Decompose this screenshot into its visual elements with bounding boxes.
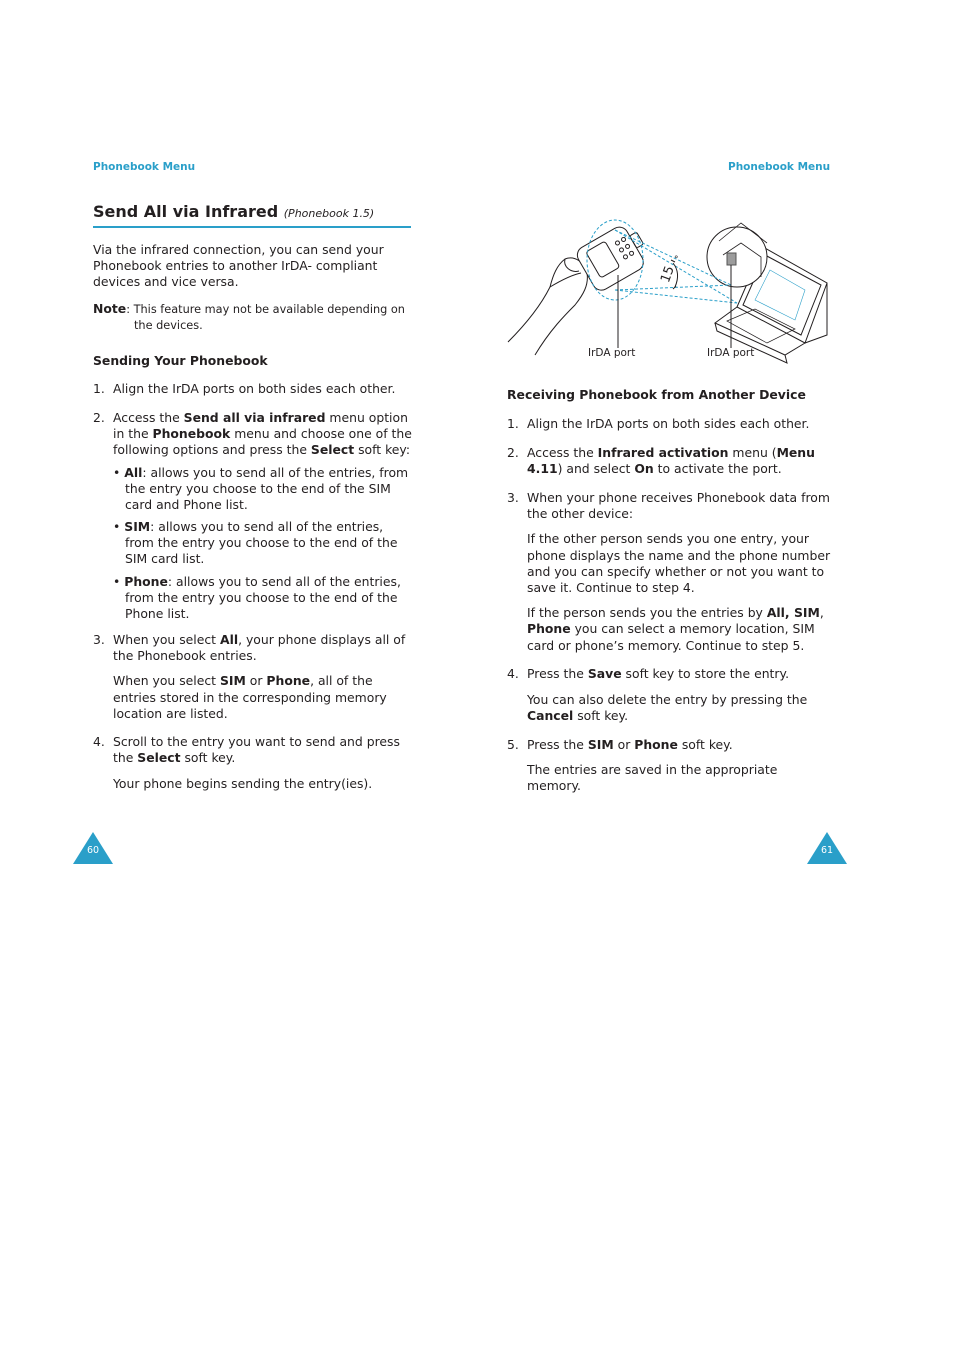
step-text: you can select a memory location, SIM [570,621,815,637]
step-text: the Phonebook entries. [113,648,257,664]
bullet-dot: • [113,574,121,589]
softkey-name: Select [310,442,355,458]
step-text: Your phone begins sending the entry(ies). [113,776,373,792]
degree-symbol: ° [674,255,679,265]
bullet-text: SIM card list. [125,551,205,567]
step-text: When you select [113,673,220,689]
step-text: soft key. [573,708,629,724]
softkey-name: Select [137,750,181,766]
bullet-text: : allows you to send all of the entries, [167,574,401,589]
option-name: Phone [266,673,311,689]
hand-thumb [565,259,579,271]
bullet-text: the entry you choose to the end of the SIM [125,481,391,497]
step-text: or [613,737,635,752]
intro-line: devices and vice versa. [93,274,239,290]
step-text: menu option [325,410,408,425]
step-text: soft key. [677,737,733,752]
softkey-name: Phone [634,737,678,752]
step-text: Press the [527,666,588,681]
receive-step-2 [507,445,837,477]
bullet-dot: • [113,465,121,480]
step-text: , your phone displays all of [238,632,406,647]
step-text: save it. Continue to step 4. [527,580,695,596]
bullet-text: : allows you to send all of the entries, [150,519,384,534]
step-text: entries stored in the corresponding memory [113,689,387,705]
note [93,301,423,334]
note-text: : This feature may not be available depending on [126,303,405,316]
bullet-dot: • [113,519,121,534]
step-text: to activate the port. [653,461,782,477]
intro-line: Phonebook entries to another IrDA- compliant [93,258,378,274]
step-text: Access the [527,445,598,460]
step-number: 2. [93,410,105,425]
step-text: menu ( [728,445,777,460]
step-text: the [113,750,138,766]
laptop-irda-port [727,253,736,265]
step-text: or [245,673,267,689]
step-text: the other device: [527,506,634,522]
step-text: , all of the [310,673,373,689]
intro-paragraph [93,242,413,291]
page-number: 61 [820,845,834,856]
option-name: All [219,632,239,647]
note-label: Note [93,301,127,316]
page-number-badge [73,832,113,864]
irda-illustration [505,215,835,365]
step-text: following options and press the [113,442,311,458]
step-text: If the other person sends you one entry, your [527,531,809,547]
bullet-text: from the entry you choose to the end of the [125,590,398,606]
option-name: Phone [124,574,168,589]
step-text: Align the IrDA ports on both sides each other. [527,416,810,431]
step-text: When your phone receives Phonebook data from [527,490,830,505]
intro-line: Via the infrared connection, you can send your [93,242,384,257]
menu-name: Phonebook [152,426,231,442]
receive-step-1 [507,416,837,432]
menu-name: Infrared activation [597,445,729,460]
option-name: Phone [527,621,571,637]
step-text: The entries are saved in the appropriate [527,762,778,778]
step-text: Access the [113,410,184,425]
receive-step-5 [507,737,837,795]
option-bullet-sim [113,519,413,568]
send-step-1 [93,381,423,397]
step-text: card or phone’s memory. Continue to step 5. [527,637,805,653]
option-name: SIM [124,519,151,534]
option-name: On [634,461,654,477]
step-text: ) and select [557,461,635,477]
step-text: location are listed. [113,705,228,721]
bullet-text: : allows you to send all of the entries, from [142,465,409,480]
softkey-name: SIM [587,737,614,752]
menu-name: Menu [776,445,815,460]
step-text: If the person sends you the entries by [527,605,767,621]
option-bullet-all [113,465,413,514]
step-number: 1. [93,381,105,396]
step-text: phone displays the name and the phone number [527,547,831,563]
menu-number: 4.11 [527,461,558,477]
option-bullet-phone [113,574,413,623]
bullet-text: Phone list. [125,606,190,622]
step-text: Press the [527,737,588,752]
send-step-3 [93,632,423,722]
softkey-name: Save [587,666,622,681]
step-text: , [819,605,824,621]
hand-finger [550,273,581,287]
step-text: soft key: [354,442,411,458]
step-number: 3. [507,490,519,505]
step-text: soft key to store the entry. [621,666,790,681]
angle-label: 15 [658,264,678,285]
step-text: in the [113,426,153,442]
step-number: 2. [507,445,519,460]
sending-heading: Sending Your Phonebook [93,353,268,368]
section-title-text: Send All via Infrared [93,202,279,221]
section-title [93,202,411,228]
step-number: 1. [507,416,519,431]
step-text: When you select [113,632,220,647]
hand-outline [508,258,587,355]
section-title-ref: (Phonebook 1.5) [283,207,375,220]
option-name: All, SIM [766,605,820,621]
option-name: SIM [219,673,246,689]
receiving-heading: Receiving Phonebook from Another Device [507,387,806,402]
note-text-cont: the devices. [134,319,203,332]
page-number: 60 [86,845,100,856]
step-text: You can also delete the entry by pressing the [527,692,808,708]
bullet-text: card and Phone list. [125,497,248,513]
step-number: 4. [507,666,519,681]
send-step-2 [93,410,423,459]
page-number-badge [807,832,847,864]
step-text: Scroll to the entry you want to send and press [113,734,400,749]
receive-step-3 [507,490,837,654]
menu-name: Send all via infrared [183,410,326,425]
phone-drawing [574,220,653,294]
running-header-right: Phonebook Menu [728,161,831,173]
running-header-left: Phonebook Menu [93,161,196,173]
step-text: menu and choose one of the [230,426,412,442]
step-text: Align the IrDA ports on both sides each other. [113,381,396,396]
step-text: soft key. [180,750,236,766]
softkey-name: Cancel [527,708,574,724]
option-name: All [124,465,143,480]
step-number: 3. [93,632,105,647]
bullet-text: from the entry you choose to the end of the [125,535,398,551]
step-text: and you can specify whether or not you want to [527,563,825,579]
step-number: 4. [93,734,105,749]
irda-port-label-right: IrDA port [707,347,755,359]
receive-step-4 [507,666,837,725]
send-step-4 [93,734,423,793]
step-text: memory. [527,778,581,794]
irda-port-label-left: IrDA port [588,347,636,359]
step-number: 5. [507,737,519,752]
